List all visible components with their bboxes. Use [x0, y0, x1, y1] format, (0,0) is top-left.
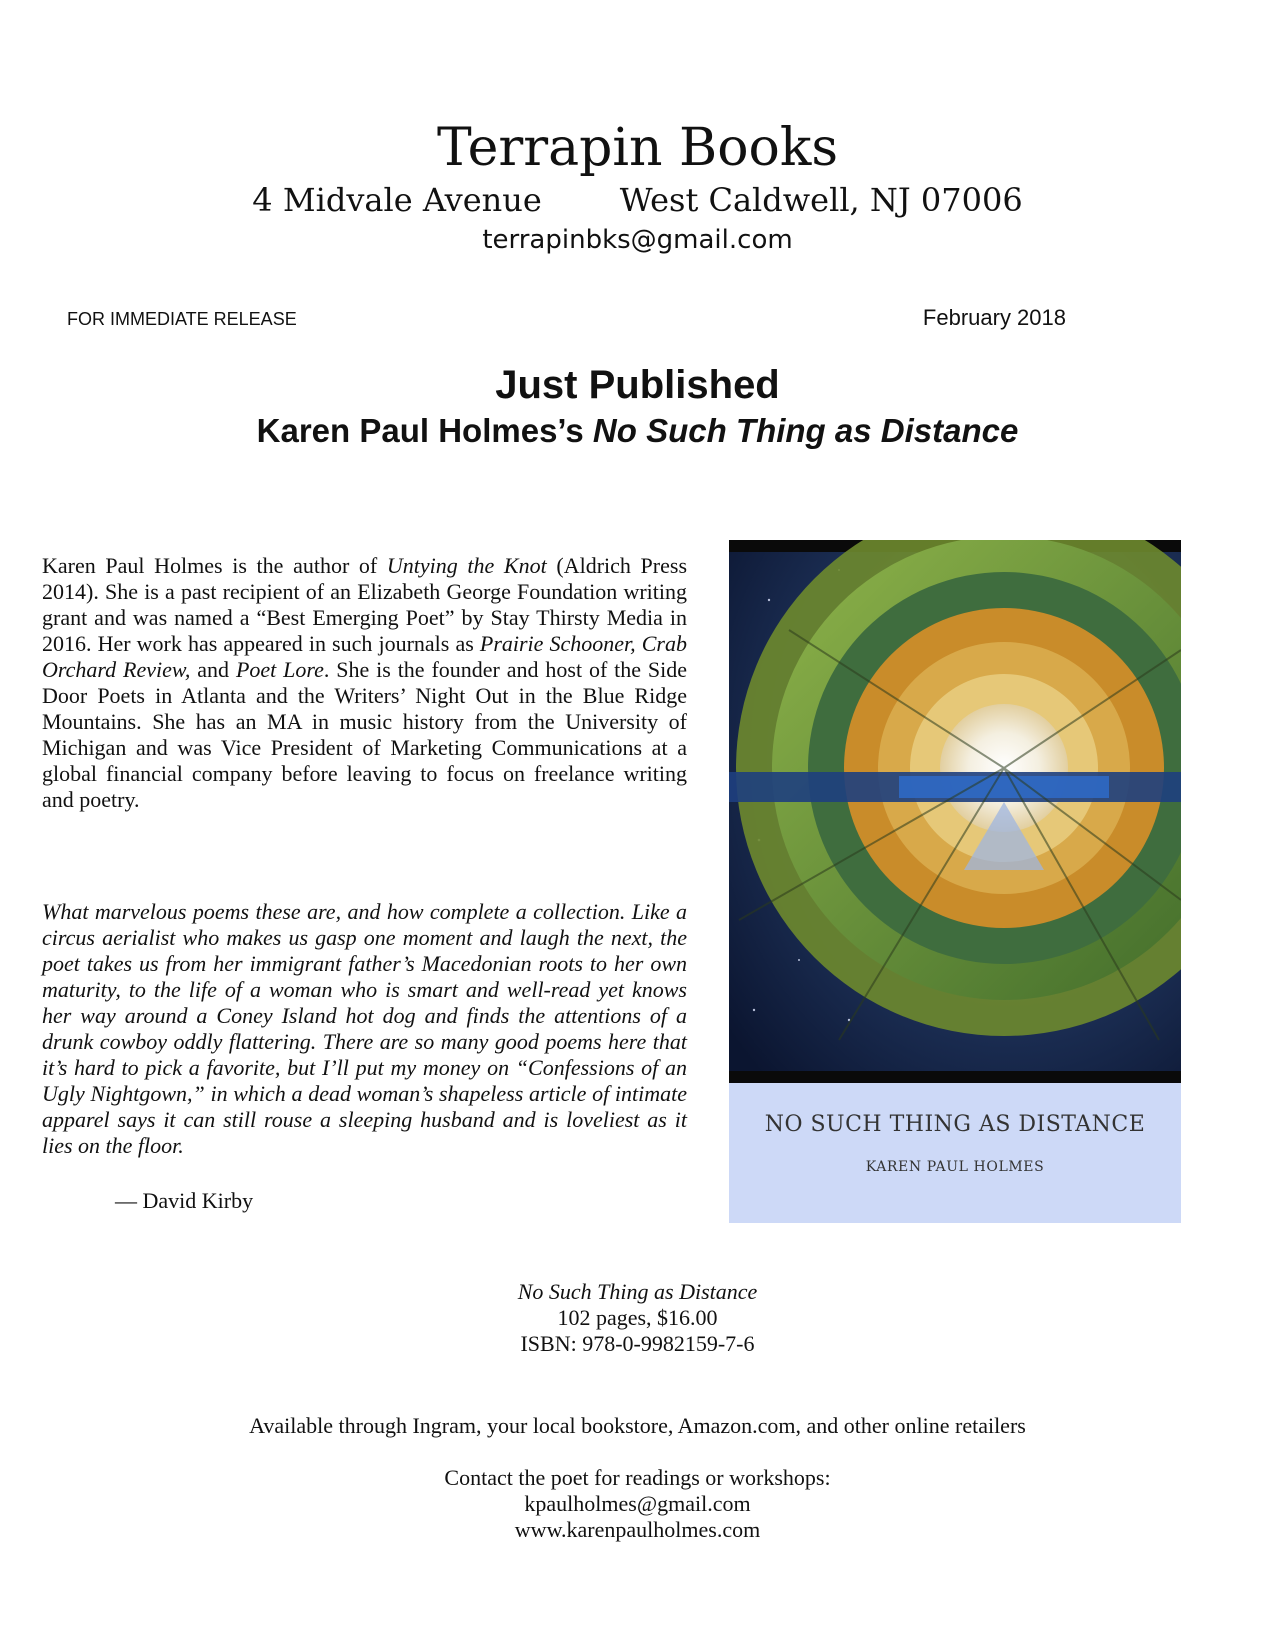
release-label: FOR IMMEDIATE RELEASE — [67, 309, 297, 329]
availability-text: Available through Ingram, your local bookstore, Amazon.com, and other online retailers — [249, 1413, 1026, 1438]
blurb-attribution: — David Kirby — [115, 1188, 254, 1213]
contact-website[interactable]: www.karenpaulholmes.com — [514, 1517, 761, 1542]
release-date: February 2018 — [922, 305, 1066, 330]
book-isbn: ISBN: 978-0-9982159-7-6 — [520, 1331, 755, 1356]
bio-journals: Prairie Schooner, Crab Orchard Review, — [42, 631, 687, 682]
cover-author-name: KAREN PAUL HOLMES — [865, 1159, 1045, 1175]
subheadline — [0, 411, 1275, 451]
book-title-headline: No Such Thing as Distance — [592, 412, 1019, 449]
author-name: Karen Paul Holmes’s — [256, 412, 593, 449]
publisher-email[interactable]: terrapinbks@gmail.com — [482, 225, 793, 255]
bio-text-1: Karen Paul Holmes is the author of — [42, 553, 387, 578]
book-title: No Such Thing as Distance — [517, 1279, 758, 1304]
bio-text-3: and — [190, 657, 236, 682]
bio-book-title: Untying the Knot — [386, 553, 547, 578]
publisher-address — [0, 180, 1275, 220]
street-address: 4 Midvale Avenue — [252, 181, 542, 219]
bio-text-4: . She is the founder and host of the Side Door Poets in Atlanta and the Writers’ Night Out in the Blue Ridge Mountains. She has an MA in music history from the University of Michigan and was Vice President of Marketing Communications at a global financial company before leaving to focus on freelance writing and poetry. — [42, 657, 688, 812]
author-bio — [42, 553, 687, 813]
bio-journal-3: Poet Lore — [235, 657, 324, 682]
cover-book-title: NO SUCH THING AS DISTANCE — [764, 1112, 1146, 1137]
review-blurb: What marvelous poems these are, and how complete a collection. Like a circus aerialist who makes us gasp one moment and laugh the next, the poet takes us from her immigrant father’s Macedonian roots to her own maturity, to the life of a woman who is smart and well-read yet knows her way around a Coney Island hot dog and finds the attentions of a drunk cowboy oddly flattering. There are so many good poems here that it’s hard to pick a favorite, but I’ll put my money on “Confessions of an Ugly Nightgown,” in which a dead woman’s shapeless article of intimate apparel says it can still rouse a sleeping husband and is loveliest as it lies on the floor. — [42, 899, 687, 1158]
contact-label: Contact the poet for readings or workshops: — [444, 1465, 831, 1490]
publisher-name: Terrapin Books — [436, 118, 839, 178]
bio-text-2: (Aldrich Press 2014). She is a past recipient of an Elizabeth George Foundation writing grant and was named a “Best Emerging Poet” by Stay Thirsty Media in 2016. Her work has appeared in such journals as — [42, 553, 688, 656]
city-state-zip: West Caldwell, NJ 07006 — [619, 181, 1023, 219]
cover-artwork — [729, 540, 1181, 1083]
book-pages-price: 102 pages, $16.00 — [557, 1305, 718, 1330]
headline: Just Published — [495, 363, 780, 407]
contact-email[interactable]: kpaulholmes@gmail.com — [524, 1491, 751, 1516]
book-cover — [729, 540, 1181, 1223]
